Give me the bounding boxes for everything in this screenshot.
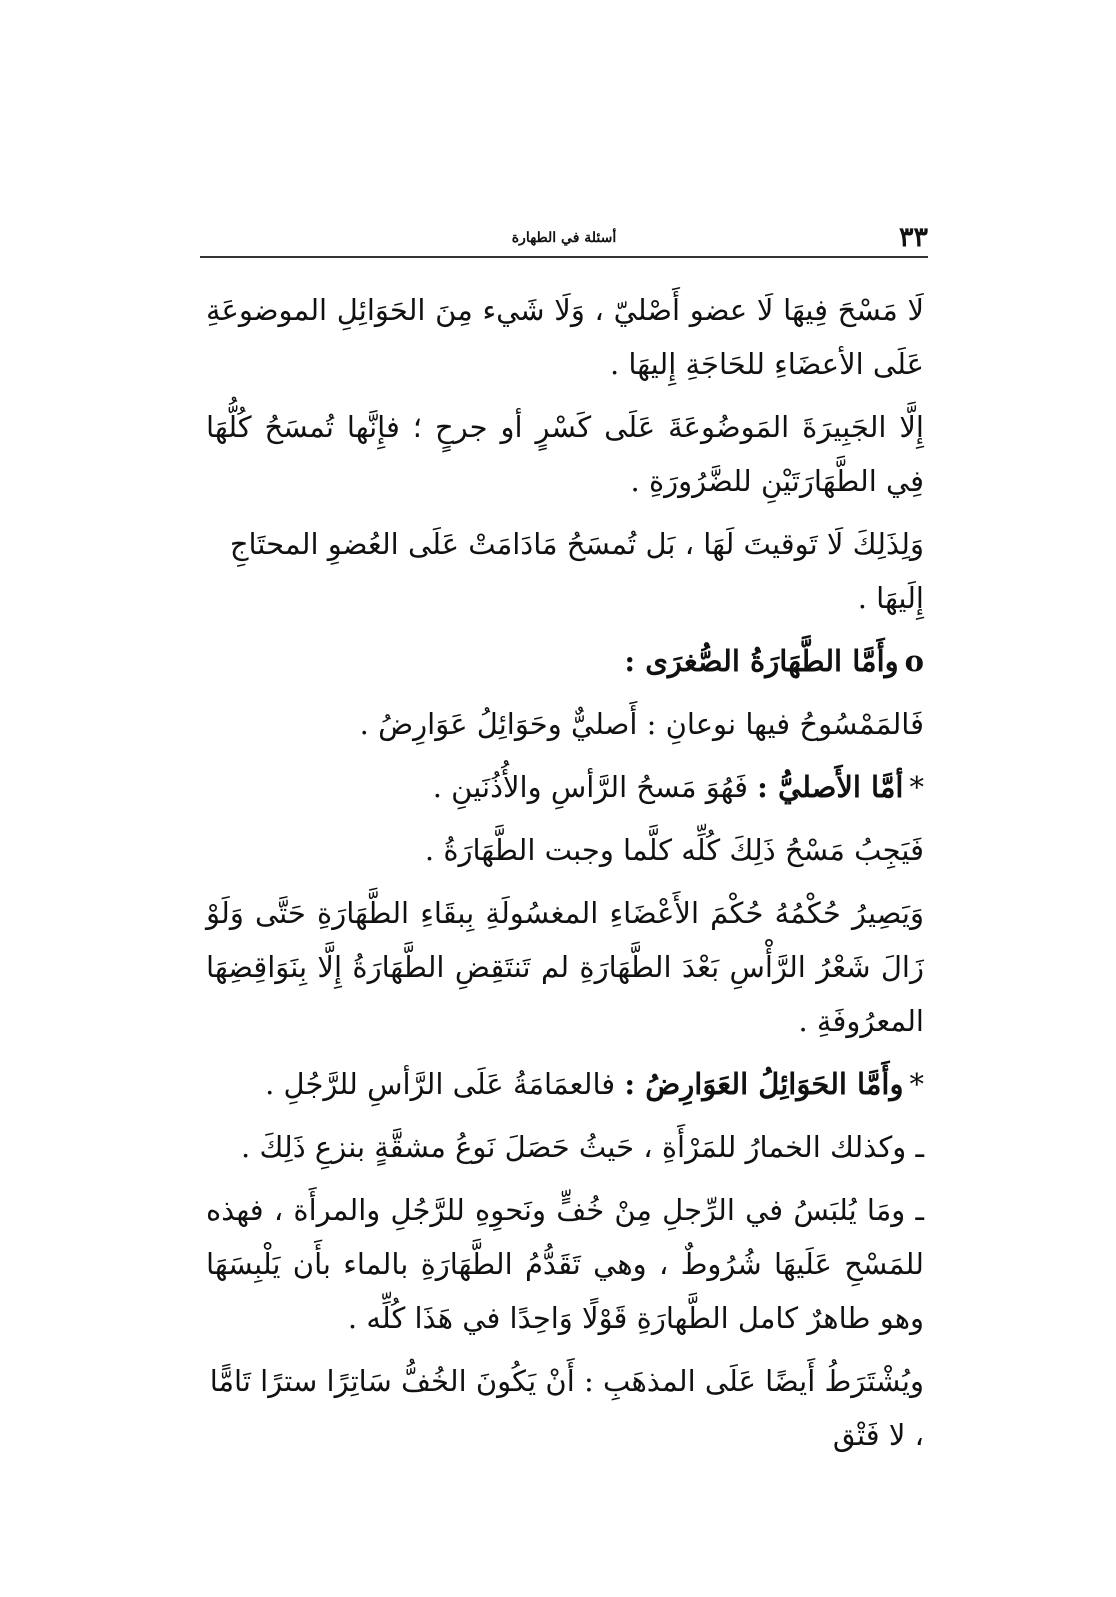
paragraph: وَلِذَلِكَ لَا تَوقيتَ لَهَا ، بَل تُمسَحُ مَادَامَتْ عَلَى العُضوِ المحتَاجِ إِلَيهَا .	[229, 527, 924, 615]
item-lead: أمَّا الأَصليُّ :	[757, 770, 904, 804]
body-text	[206, 283, 924, 1471]
paragraph: فَيَجِبُ مَسْحُ ذَلِكَ كُلِّه كلَّما وجبت الطَّهَارَةُ .	[424, 833, 924, 867]
item-text: فالعمَامَةُ عَلَى الرَّأسِ للرَّجُلِ .	[265, 1067, 616, 1101]
running-header	[200, 222, 928, 258]
item-text: فَهُوَ مَسحُ الرَّأسِ والأُذُنَينِ .	[432, 770, 748, 804]
list-item	[206, 1057, 924, 1111]
asterisk-bullet-icon: *	[909, 770, 924, 804]
asterisk-bullet-icon: *	[909, 1067, 924, 1101]
header-divider	[200, 256, 928, 258]
item-lead: وأَمَّا الحَوَائِلُ العَوَارِضُ :	[624, 1067, 904, 1101]
paragraph: فَالمَمْسُوحُ فيها نوعانِ : أَصليٌّ وحَوَائِلُ عَوَارِضُ .	[359, 707, 924, 741]
paragraph: ـ ومَا يُلبَسُ في الرِّجلِ مِنْ خُفٍّ ونَحوِهِ للرَّجُلِ والمرأَة ، فهذه للمَسْحِ عَلَيهَا شُرُوطٌ ، وهي تَقَدُّمُ الطَّهَارَةِ بالماء بأَن يَلْبِسَهَا وهو طاهرٌ كامل الطَّهارَةِ قَوْلًا وَاحِدًا في هَذَا كُلِّه .	[206, 1193, 924, 1335]
paragraph: وَيَصِيرُ حُكْمُهُ حُكْمَ الأَعْضَاءِ المغسُولَةِ بِبقَاءِ الطَّهَارَةِ حَتَّى وَلَوْ زَالَ شَعْرُ الرَّأْسِ بَعْدَ الطَّهَارَةِ لم تَنتَقِضِ الطَّهَارَةُ إِلَّا بِنَوَاقِضِهَا المعرُوفَةِ .	[206, 896, 924, 1038]
section-heading-text: وأَمَّا الطَّهَارَةُ الصُّغرَى :	[624, 644, 899, 678]
paragraph: ويُشْتَرَطُ أَيضًا عَلَى المذهَبِ : أَنْ يَكُونَ الخُفُّ سَاتِرًا سترًا تَامًّا ، لا فَتْق	[209, 1364, 924, 1452]
paragraph: لَا مَسْحَ فِيهَا لَا عضو أَصْليّ ، وَلَا شَيء مِنَ الحَوَائِلِ الموضوعَةِ عَلَى الأعضَاءِ للحَاجَةِ إِليهَا .	[206, 293, 924, 381]
paragraph: ـ وكذلك الخمارُ للمَرْأَةِ ، حَيثُ حَصَلَ نَوعُ مشقَّةٍ بنزعِ ذَلِكَ .	[241, 1130, 924, 1164]
page-number: ٣٣	[898, 222, 928, 253]
running-title: أسئلة في الطهارة	[511, 230, 617, 246]
circle-bullet-icon: o	[904, 644, 924, 678]
list-item	[206, 760, 924, 814]
paragraph: إِلَّا الجَبِيرَةَ المَوضُوعَةَ عَلَى كَسْرٍ أو جرحٍ ؛ فإِنَّها تُمسَحُ كُلُّهَا فِي الطَّهَارَتَيْنِ للضَّرُورَةِ .	[206, 410, 924, 498]
section-heading	[206, 634, 924, 688]
